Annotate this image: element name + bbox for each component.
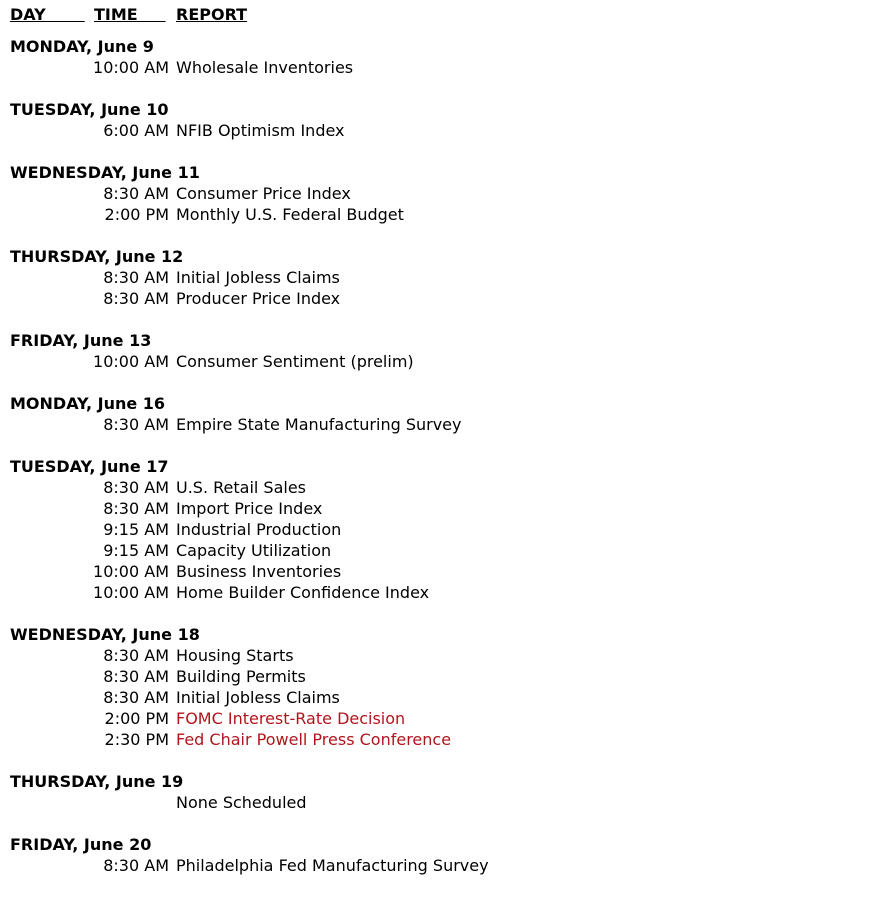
day-title: WEDNESDAY, June 18 <box>10 625 200 644</box>
column-headers <box>10 4 310 25</box>
event-time: 2:00 PM <box>104 205 169 224</box>
event-row <box>10 351 870 372</box>
event-report: U.S. Retail Sales <box>176 478 307 497</box>
day-block <box>10 456 870 603</box>
day-block <box>10 246 870 309</box>
day-block <box>10 771 870 813</box>
event-row <box>10 540 870 561</box>
event-report: Monthly U.S. Federal Budget <box>176 205 404 224</box>
event-time: 8:30 AM <box>103 478 169 497</box>
day-title: FRIDAY, June 20 <box>10 835 152 854</box>
event-time: 10:00 AM <box>93 352 169 371</box>
event-row <box>10 414 870 435</box>
event-time: 2:30 PM <box>104 730 169 749</box>
day-block <box>10 393 870 435</box>
event-report: Initial Jobless Claims <box>176 688 340 707</box>
header-time: TIME <box>94 5 166 24</box>
event-row <box>10 519 870 540</box>
event-report: Fed Chair Powell Press Conference <box>176 730 452 749</box>
event-time: 8:30 AM <box>103 499 169 518</box>
event-row <box>10 582 870 603</box>
event-row <box>10 120 870 141</box>
event-row <box>10 645 870 666</box>
event-time: 8:30 AM <box>103 415 169 434</box>
event-row <box>10 183 870 204</box>
event-row <box>10 687 870 708</box>
event-row <box>10 498 870 519</box>
day-title: MONDAY, June 16 <box>10 394 166 413</box>
event-time: 8:30 AM <box>103 646 169 665</box>
event-report: Home Builder Confidence Index <box>176 583 430 602</box>
event-report: Philadelphia Fed Manufacturing Survey <box>176 856 489 875</box>
event-time: 2:00 PM <box>104 709 169 728</box>
event-report: Consumer Price Index <box>176 184 351 203</box>
header-report: REPORT <box>176 5 248 24</box>
day-title: WEDNESDAY, June 11 <box>10 163 200 182</box>
day-title: MONDAY, June 9 <box>10 37 154 56</box>
event-row <box>10 204 870 225</box>
event-report: Empire State Manufacturing Survey <box>176 415 462 434</box>
day-block <box>10 99 870 141</box>
event-time: 9:15 AM <box>103 541 169 560</box>
event-time: 8:30 AM <box>103 856 169 875</box>
event-time: 9:15 AM <box>103 520 169 539</box>
day-title: FRIDAY, June 13 <box>10 331 152 350</box>
event-row <box>10 792 870 813</box>
event-row <box>10 666 870 687</box>
header-day: DAY <box>10 5 85 24</box>
event-report: Housing Starts <box>176 646 294 665</box>
day-block <box>10 834 870 876</box>
event-row <box>10 729 870 750</box>
event-report: Initial Jobless Claims <box>176 268 340 287</box>
event-row <box>10 57 870 78</box>
event-report: Import Price Index <box>176 499 323 518</box>
event-time: 8:30 AM <box>103 688 169 707</box>
event-time: 8:30 AM <box>103 184 169 203</box>
event-time: 10:00 AM <box>93 562 169 581</box>
event-time: 10:00 AM <box>93 58 169 77</box>
event-report: FOMC Interest-Rate Decision <box>176 709 406 728</box>
event-report: Industrial Production <box>176 520 342 539</box>
event-row <box>10 708 870 729</box>
event-time: 8:30 AM <box>103 268 169 287</box>
event-row <box>10 267 870 288</box>
event-report: Wholesale Inventories <box>176 58 354 77</box>
event-row <box>10 561 870 582</box>
event-report: Consumer Sentiment (prelim) <box>176 352 414 371</box>
day-title: THURSDAY, June 12 <box>10 247 184 266</box>
day-title: THURSDAY, June 19 <box>10 772 184 791</box>
event-report: Building Permits <box>176 667 306 686</box>
event-row <box>10 288 870 309</box>
economic-calendar <box>10 36 870 897</box>
event-report: None Scheduled <box>176 793 307 812</box>
event-report: Business Inventories <box>176 562 342 581</box>
event-report: Producer Price Index <box>176 289 341 308</box>
day-title: TUESDAY, June 17 <box>10 457 169 476</box>
event-time: 8:30 AM <box>103 667 169 686</box>
day-block <box>10 330 870 372</box>
event-time: 6:00 AM <box>103 121 169 140</box>
day-block <box>10 624 870 750</box>
event-report: Capacity Utilization <box>176 541 332 560</box>
event-row <box>10 855 870 876</box>
day-block <box>10 162 870 225</box>
day-title: TUESDAY, June 10 <box>10 100 169 119</box>
event-report: NFIB Optimism Index <box>176 121 345 140</box>
event-row <box>10 477 870 498</box>
day-block <box>10 36 870 78</box>
event-time: 8:30 AM <box>103 289 169 308</box>
event-time: 10:00 AM <box>93 583 169 602</box>
